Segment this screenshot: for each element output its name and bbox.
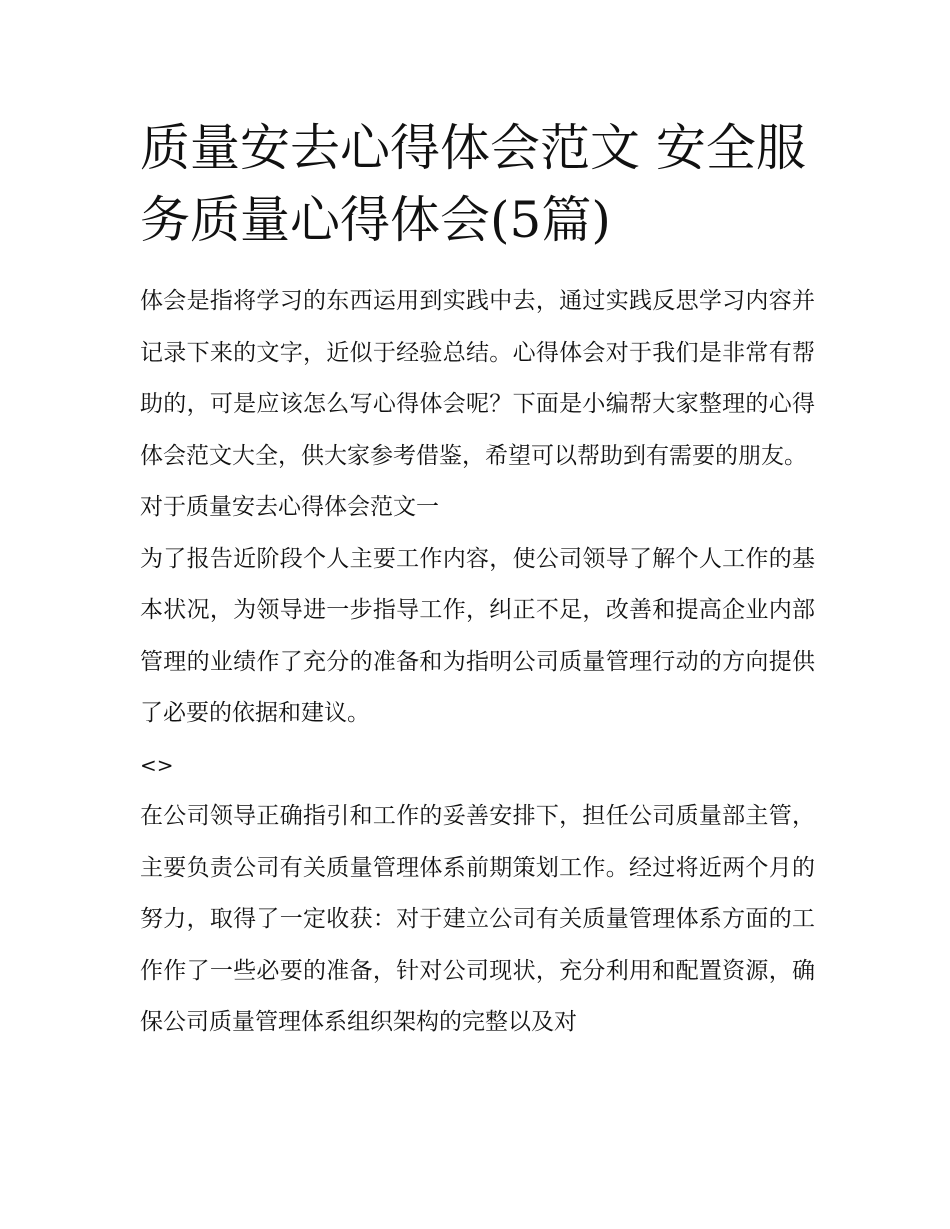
document-page <box>140 112 815 1049</box>
document-title: 质量安去心得体会范文 安全服务质量心得体会(5篇) <box>140 119 806 249</box>
body-paragraph-1: 为了报告近阶段个人主要工作内容，使公司领导了解个人工作的基本状况，为领导进一步指导工作，纠正不足，改善和提高企业内部管理的业绩作了充分的准备和为指明公司质量管理行动的方向提供了必要的依据和建议。 <box>140 545 815 726</box>
intro-paragraph: 体会是指将学习的东西运用到实践中去，通过实践反思学习内容并记录下来的文字，近似于经验总结。心得体会对于我们是非常有帮助的，可是应该怎么写心得体会呢？下面是小编帮大家整理的心得体会范文大全，供大家参考借鉴，希望可以帮助到有需要的朋友。 <box>140 288 815 469</box>
section-heading: 对于质量安去心得体会范文一 <box>140 494 439 520</box>
body-paragraph-2: 在公司领导正确指引和工作的妥善安排下，担任公司质量部主管，主要负责公司有关质量管理体系前期策划工作。经过将近两个月的努力，取得了一定收获：对于建立公司有关质量管理体系方面的工作作了一些必要的准备，针对公司现状，充分利用和配置资源，确保公司质量管理体系组织架构的完整以及对 <box>140 803 815 1035</box>
placeholder-marker: <> <box>140 752 174 777</box>
